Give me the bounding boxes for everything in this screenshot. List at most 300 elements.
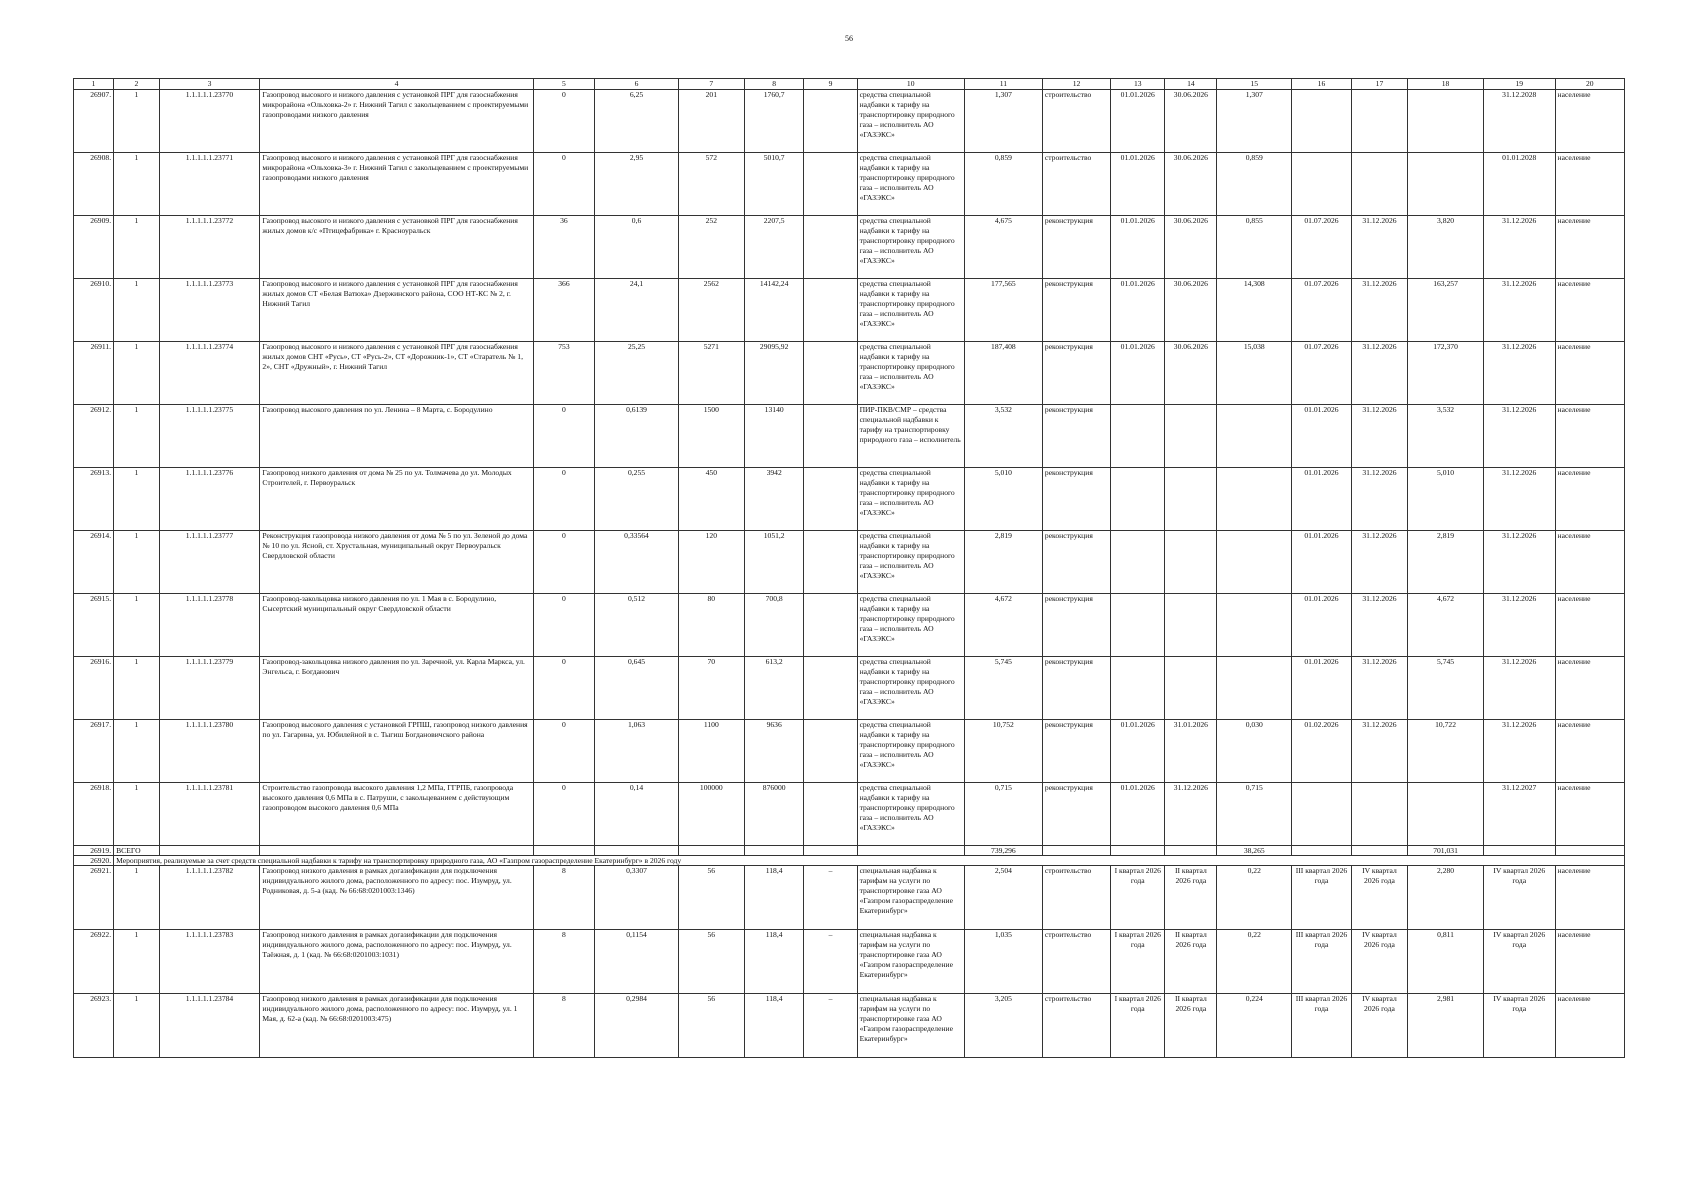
total-cell xyxy=(1292,846,1352,856)
cell-c2: 1 xyxy=(114,405,160,468)
cell-c13: I квартал 2026 года xyxy=(1111,866,1165,930)
cell-c6: 0,1154 xyxy=(595,930,678,994)
cell-n: 26922. xyxy=(74,930,114,994)
cell-name: Газопровод высокого и низкого давления с установкой ПРГ для газоснабжения жилых домов СТ «Белая Ватюха» Дзержинского района, СОО НТ-КС № 2, г. Нижний Тагил xyxy=(260,279,533,342)
cell-c2: 1 xyxy=(114,531,160,594)
cell-c15: 15,038 xyxy=(1217,342,1292,405)
cell-c14: 30.06.2026 xyxy=(1165,342,1217,405)
cell-c12: реконструкция xyxy=(1042,342,1110,405)
section-title: Мероприятия, реализуемые за счет средств специальной надбавки к тарифу на транспортировку природного газа, АО «Газпром газораспределение Екатеринбург» в 2026 году xyxy=(114,856,1625,866)
total-cell xyxy=(159,846,260,856)
cell-c19: 31.12.2028 xyxy=(1483,90,1555,153)
total-cell: 701,031 xyxy=(1408,846,1484,856)
cell-c2: 1 xyxy=(114,866,160,930)
cell-c20: население xyxy=(1555,720,1624,783)
cell-c8: 118,4 xyxy=(744,866,804,930)
cell-c18: 5,745 xyxy=(1408,657,1484,720)
cell-source: средства специальной надбавки к тарифу на транспортировку природного газа – исполнитель АО «ГАЗЭКС» xyxy=(857,342,964,405)
column-header: 7 xyxy=(678,79,744,90)
cell-c5: 0 xyxy=(533,783,595,846)
total-cell: 739,296 xyxy=(964,846,1042,856)
cell-name: Газопровод высокого давления по ул. Ленина – 8 Марта, с. Бородулино xyxy=(260,405,533,468)
investment-table xyxy=(73,78,1625,1058)
cell-c2: 1 xyxy=(114,930,160,994)
cell-name: Реконструкция газопровода низкого давления от дома № 5 по ул. Зеленой до дома № 10 по ул. Ясной, ст. Хрустальная, муниципальный округ Первоуральск Свердловской области xyxy=(260,531,533,594)
cell-c14: 30.06.2026 xyxy=(1165,153,1217,216)
cell-c17 xyxy=(1351,783,1407,846)
cell-c6: 0,255 xyxy=(595,468,678,531)
cell-c19: 31.12.2027 xyxy=(1483,783,1555,846)
cell-c15: 0,22 xyxy=(1217,930,1292,994)
cell-c11: 10,752 xyxy=(964,720,1042,783)
cell-c8: 29095,92 xyxy=(744,342,804,405)
cell-c7: 252 xyxy=(678,216,744,279)
total-row xyxy=(74,846,1625,856)
cell-name: Газопровод низкого давления от дома № 25 по ул. Толмачева до ул. Молодых Строителей, г. Первоуральск xyxy=(260,468,533,531)
cell-c15: 0,224 xyxy=(1217,994,1292,1058)
cell-c17: 31.12.2026 xyxy=(1351,468,1407,531)
cell-c18: 172,370 xyxy=(1408,342,1484,405)
cell-c12: строительство xyxy=(1042,866,1110,930)
cell-c7: 2562 xyxy=(678,279,744,342)
cell-c18 xyxy=(1408,783,1484,846)
cell-c20: население xyxy=(1555,994,1624,1058)
cell-code: 1.1.1.1.1.23772 xyxy=(159,216,260,279)
cell-n: 26911. xyxy=(74,342,114,405)
cell-c11: 5,745 xyxy=(964,657,1042,720)
cell-c18: 5,010 xyxy=(1408,468,1484,531)
cell-name: Газопровод высокого давления с установкой ГРПШ, газопровод низкого давления по ул. Гагарина, ул. Юбилейной в с. Тыгиш Богдановичского района xyxy=(260,720,533,783)
cell-c18: 3,532 xyxy=(1408,405,1484,468)
cell-name: Газопровод высокого и низкого давления с установкой ПРГ для газоснабжения жилых домов к/с «Птицефабрика» г. Красноуральск xyxy=(260,216,533,279)
cell-c5: 366 xyxy=(533,279,595,342)
cell-c15: 0,859 xyxy=(1217,153,1292,216)
column-header: 3 xyxy=(159,79,260,90)
total-cell xyxy=(1042,846,1110,856)
cell-c7: 5271 xyxy=(678,342,744,405)
cell-c5: 8 xyxy=(533,930,595,994)
table-row xyxy=(74,468,1625,531)
cell-c14: 30.06.2026 xyxy=(1165,90,1217,153)
column-number-header xyxy=(74,79,1625,90)
cell-code: 1.1.1.1.1.23771 xyxy=(159,153,260,216)
cell-c12: реконструкция xyxy=(1042,531,1110,594)
cell-c19: 31.12.2026 xyxy=(1483,720,1555,783)
cell-code: 1.1.1.1.1.23784 xyxy=(159,994,260,1058)
cell-code: 1.1.1.1.1.23774 xyxy=(159,342,260,405)
cell-c7: 120 xyxy=(678,531,744,594)
cell-source: средства специальной надбавки к тарифу на транспортировку природного газа – исполнитель АО «ГАЗЭКС» xyxy=(857,657,964,720)
cell-source: средства специальной надбавки к тарифу на транспортировку природного газа – исполнитель АО «ГАЗЭКС» xyxy=(857,216,964,279)
cell-c14 xyxy=(1165,531,1217,594)
cell-c12: реконструкция xyxy=(1042,405,1110,468)
cell-c17: IV квартал 2026 года xyxy=(1351,866,1407,930)
cell-c2: 1 xyxy=(114,468,160,531)
cell-name: Газопровод высокого и низкого давления с установкой ПРГ для газоснабжения жилых домов СНТ «Русь», СТ «Русь-2», СТ «Дорожник-1», СТ «Старатель № 1, 2», СНТ «Дружный», г. Нижний Тагил xyxy=(260,342,533,405)
cell-c16: III квартал 2026 года xyxy=(1292,866,1352,930)
cell-c2: 1 xyxy=(114,783,160,846)
cell-name: Газопровод-закольцовка низкого давления по ул. 1 Мая в с. Бородулино, Сысертский муниципальный округ Свердловской области xyxy=(260,594,533,657)
cell-c16: 01.07.2026 xyxy=(1292,279,1352,342)
cell-c14 xyxy=(1165,657,1217,720)
cell-c19: 31.12.2026 xyxy=(1483,531,1555,594)
total-cell xyxy=(260,846,533,856)
cell-c11: 2,504 xyxy=(964,866,1042,930)
cell-c17: 31.12.2026 xyxy=(1351,720,1407,783)
cell-n: 26914. xyxy=(74,531,114,594)
cell-c20: население xyxy=(1555,657,1624,720)
cell-c5: 0 xyxy=(533,657,595,720)
cell-c19: 31.12.2026 xyxy=(1483,405,1555,468)
cell-n: 26921. xyxy=(74,866,114,930)
cell-code: 1.1.1.1.1.23780 xyxy=(159,720,260,783)
cell-source: средства специальной надбавки к тарифу на транспортировку природного газа – исполнитель АО «ГАЗЭКС» xyxy=(857,720,964,783)
table-row xyxy=(74,531,1625,594)
cell-c11: 187,408 xyxy=(964,342,1042,405)
cell-name: Газопровод высокого и низкого давления с установкой ПРГ для газоснабжения микрорайона «Ольховка-2» г. Нижний Тагил с закольцеванием с проектируемыми газопроводами низкого давления xyxy=(260,90,533,153)
cell-c11: 5,010 xyxy=(964,468,1042,531)
cell-c11: 1,307 xyxy=(964,90,1042,153)
cell-name: Газопровод низкого давления в рамках догазификации для подключения индивидуального жилого дома, расположенного по адресу: пос. Изумруд, ул. Родниковая, д. 5-а (кад. № 66:68:0201003:1346) xyxy=(260,866,533,930)
cell-n: 26909. xyxy=(74,216,114,279)
cell-c19: 31.12.2026 xyxy=(1483,342,1555,405)
column-header: 14 xyxy=(1165,79,1217,90)
cell-c19: 31.12.2026 xyxy=(1483,657,1555,720)
table-row xyxy=(74,657,1625,720)
cell-c8: 118,4 xyxy=(744,930,804,994)
cell-c18: 2,981 xyxy=(1408,994,1484,1058)
cell-c18: 3,820 xyxy=(1408,216,1484,279)
cell-c17 xyxy=(1351,153,1407,216)
cell-c5: 0 xyxy=(533,90,595,153)
cell-c9 xyxy=(804,153,857,216)
cell-n: 26923. xyxy=(74,994,114,1058)
total-cell xyxy=(857,846,964,856)
cell-c7: 80 xyxy=(678,594,744,657)
cell-name: Газопровод-закольцовка низкого давления по ул. Заречной, ул. Карла Маркса, ул. Энгельса, г. Богданович xyxy=(260,657,533,720)
cell-code: 1.1.1.1.1.23783 xyxy=(159,930,260,994)
column-header: 6 xyxy=(595,79,678,90)
cell-name: Газопровод высокого и низкого давления с установкой ПРГ для газоснабжения микрорайона «Ольховка-3» г. Нижний Тагил с закольцеванием с проектируемыми газопроводами низкого давления xyxy=(260,153,533,216)
cell-c8: 876000 xyxy=(744,783,804,846)
section-row xyxy=(74,856,1625,866)
cell-c5: 0 xyxy=(533,720,595,783)
cell-c15 xyxy=(1217,468,1292,531)
cell-code: 1.1.1.1.1.23779 xyxy=(159,657,260,720)
cell-c2: 1 xyxy=(114,90,160,153)
column-header: 2 xyxy=(114,79,160,90)
cell-c2: 1 xyxy=(114,657,160,720)
cell-c8: 613,2 xyxy=(744,657,804,720)
column-header: 20 xyxy=(1555,79,1624,90)
cell-c6: 0,6 xyxy=(595,216,678,279)
cell-c2: 1 xyxy=(114,720,160,783)
cell-c9 xyxy=(804,468,857,531)
total-cell: 26919. xyxy=(74,846,114,856)
cell-c20: население xyxy=(1555,468,1624,531)
cell-c9 xyxy=(804,594,857,657)
cell-c15: 0,22 xyxy=(1217,866,1292,930)
cell-c13: 01.01.2026 xyxy=(1111,90,1165,153)
cell-c6: 2,95 xyxy=(595,153,678,216)
cell-c14: II квартал 2026 года xyxy=(1165,866,1217,930)
cell-source: ПИР-ПКВ/СМР – средства специальной надбавки к тарифу на транспортировку природного газа – исполнитель xyxy=(857,405,964,468)
table-row xyxy=(74,866,1625,930)
cell-source: средства специальной надбавки к тарифу на транспортировку природного газа – исполнитель АО «ГАЗЭКС» xyxy=(857,594,964,657)
table-row xyxy=(74,720,1625,783)
cell-c16: 01.07.2026 xyxy=(1292,216,1352,279)
cell-c6: 0,645 xyxy=(595,657,678,720)
cell-code: 1.1.1.1.1.23770 xyxy=(159,90,260,153)
cell-c20: население xyxy=(1555,342,1624,405)
cell-source: средства специальной надбавки к тарифу на транспортировку природного газа – исполнитель АО «ГАЗЭКС» xyxy=(857,783,964,846)
cell-c16: 01.01.2026 xyxy=(1292,468,1352,531)
cell-c9 xyxy=(804,279,857,342)
cell-c19: 31.12.2026 xyxy=(1483,594,1555,657)
cell-name: Газопровод низкого давления в рамках догазификации для подключения индивидуального жилого дома, расположенного по адресу: пос. Изумруд, ул. 1 Мая, д. 62-а (кад. № 66:68:0201003:475) xyxy=(260,994,533,1058)
cell-c8: 1051,2 xyxy=(744,531,804,594)
cell-c19: IV квартал 2026 года xyxy=(1483,866,1555,930)
cell-c7: 1500 xyxy=(678,405,744,468)
cell-c12: реконструкция xyxy=(1042,783,1110,846)
cell-c13 xyxy=(1111,657,1165,720)
cell-c8: 2207,5 xyxy=(744,216,804,279)
cell-c8: 9636 xyxy=(744,720,804,783)
cell-c12: реконструкция xyxy=(1042,720,1110,783)
cell-c16 xyxy=(1292,90,1352,153)
cell-c9 xyxy=(804,720,857,783)
cell-c20: население xyxy=(1555,783,1624,846)
cell-c2: 1 xyxy=(114,279,160,342)
cell-source: средства специальной надбавки к тарифу на транспортировку природного газа – исполнитель АО «ГАЗЭКС» xyxy=(857,90,964,153)
cell-c7: 56 xyxy=(678,930,744,994)
cell-source: средства специальной надбавки к тарифу на транспортировку природного газа – исполнитель АО «ГАЗЭКС» xyxy=(857,279,964,342)
cell-c13 xyxy=(1111,594,1165,657)
cell-c11: 1,035 xyxy=(964,930,1042,994)
cell-c12: строительство xyxy=(1042,90,1110,153)
cell-c18: 0,811 xyxy=(1408,930,1484,994)
cell-source: специальная надбавка к тарифам на услуги по транспортировке газа АО «Газпром газораспределение Екатеринбург» xyxy=(857,930,964,994)
cell-c13: 01.01.2026 xyxy=(1111,720,1165,783)
table-row xyxy=(74,594,1625,657)
cell-c8: 700,8 xyxy=(744,594,804,657)
cell-c12: реконструкция xyxy=(1042,468,1110,531)
table-row xyxy=(74,153,1625,216)
cell-c14 xyxy=(1165,405,1217,468)
cell-c9 xyxy=(804,405,857,468)
column-header: 17 xyxy=(1351,79,1407,90)
cell-c15: 1,307 xyxy=(1217,90,1292,153)
cell-c17: 31.12.2026 xyxy=(1351,657,1407,720)
cell-c16: 01.02.2026 xyxy=(1292,720,1352,783)
cell-c16: 01.07.2026 xyxy=(1292,342,1352,405)
cell-c5: 0 xyxy=(533,531,595,594)
cell-c9: – xyxy=(804,994,857,1058)
cell-c13 xyxy=(1111,405,1165,468)
cell-c16: III квартал 2026 года xyxy=(1292,930,1352,994)
cell-c15 xyxy=(1217,594,1292,657)
cell-code: 1.1.1.1.1.23773 xyxy=(159,279,260,342)
total-cell xyxy=(595,846,678,856)
cell-c19: 31.12.2026 xyxy=(1483,279,1555,342)
cell-c19: IV квартал 2026 года xyxy=(1483,994,1555,1058)
cell-c18: 163,257 xyxy=(1408,279,1484,342)
cell-c19: 31.12.2026 xyxy=(1483,216,1555,279)
cell-n: 26917. xyxy=(74,720,114,783)
cell-c9: – xyxy=(804,930,857,994)
cell-c12: строительство xyxy=(1042,930,1110,994)
cell-c16 xyxy=(1292,783,1352,846)
cell-c6: 6,25 xyxy=(595,90,678,153)
cell-c8: 118,4 xyxy=(744,994,804,1058)
cell-c9 xyxy=(804,216,857,279)
cell-c6: 0,2984 xyxy=(595,994,678,1058)
table-row xyxy=(74,342,1625,405)
cell-c17: 31.12.2026 xyxy=(1351,594,1407,657)
cell-c6: 25,25 xyxy=(595,342,678,405)
cell-c12: реконструкция xyxy=(1042,657,1110,720)
cell-c5: 753 xyxy=(533,342,595,405)
column-header: 9 xyxy=(804,79,857,90)
cell-source: средства специальной надбавки к тарифу на транспортировку природного газа – исполнитель АО «ГАЗЭКС» xyxy=(857,153,964,216)
cell-c19: IV квартал 2026 года xyxy=(1483,930,1555,994)
table-row xyxy=(74,90,1625,153)
cell-n: 26916. xyxy=(74,657,114,720)
cell-c5: 0 xyxy=(533,594,595,657)
cell-code: 1.1.1.1.1.23778 xyxy=(159,594,260,657)
cell-c2: 1 xyxy=(114,342,160,405)
cell-c7: 100000 xyxy=(678,783,744,846)
cell-c13: 01.01.2026 xyxy=(1111,279,1165,342)
cell-c9 xyxy=(804,90,857,153)
cell-c12: реконструкция xyxy=(1042,216,1110,279)
cell-c8: 13140 xyxy=(744,405,804,468)
cell-c17: 31.12.2026 xyxy=(1351,216,1407,279)
cell-c16: III квартал 2026 года xyxy=(1292,994,1352,1058)
cell-source: специальная надбавка к тарифам на услуги по транспортировке газа АО «Газпром газораспределение Екатеринбург» xyxy=(857,994,964,1058)
cell-c18: 2,280 xyxy=(1408,866,1484,930)
column-header: 13 xyxy=(1111,79,1165,90)
page-number: 56 xyxy=(845,34,853,43)
cell-c5: 8 xyxy=(533,994,595,1058)
cell-c9 xyxy=(804,531,857,594)
cell-c5: 0 xyxy=(533,405,595,468)
cell-c9 xyxy=(804,657,857,720)
cell-c19: 31.12.2026 xyxy=(1483,468,1555,531)
cell-c5: 0 xyxy=(533,153,595,216)
cell-c11: 0,859 xyxy=(964,153,1042,216)
cell-c12: строительство xyxy=(1042,153,1110,216)
cell-c14: II квартал 2026 года xyxy=(1165,930,1217,994)
cell-c7: 1100 xyxy=(678,720,744,783)
total-cell xyxy=(744,846,804,856)
total-cell xyxy=(804,846,857,856)
cell-c17: 31.12.2026 xyxy=(1351,342,1407,405)
cell-c12: строительство xyxy=(1042,994,1110,1058)
cell-c9 xyxy=(804,783,857,846)
table-row xyxy=(74,994,1625,1058)
cell-c17: IV квартал 2026 года xyxy=(1351,930,1407,994)
cell-c8: 3942 xyxy=(744,468,804,531)
cell-c19: 01.01.2028 xyxy=(1483,153,1555,216)
cell-c15: 0,030 xyxy=(1217,720,1292,783)
cell-c6: 0,6139 xyxy=(595,405,678,468)
cell-c16 xyxy=(1292,153,1352,216)
cell-n: 26908. xyxy=(74,153,114,216)
total-cell xyxy=(1483,846,1555,856)
column-header: 16 xyxy=(1292,79,1352,90)
cell-c18 xyxy=(1408,153,1484,216)
column-header: 12 xyxy=(1042,79,1110,90)
total-cell: 38,265 xyxy=(1217,846,1292,856)
cell-c15 xyxy=(1217,531,1292,594)
cell-c13: 01.01.2026 xyxy=(1111,216,1165,279)
cell-c20: население xyxy=(1555,279,1624,342)
cell-code: 1.1.1.1.1.23775 xyxy=(159,405,260,468)
cell-c11: 4,672 xyxy=(964,594,1042,657)
column-header: 1 xyxy=(74,79,114,90)
cell-n: 26913. xyxy=(74,468,114,531)
total-cell xyxy=(1555,846,1624,856)
cell-c18: 10,722 xyxy=(1408,720,1484,783)
cell-c13 xyxy=(1111,468,1165,531)
column-header: 19 xyxy=(1483,79,1555,90)
column-header: 5 xyxy=(533,79,595,90)
total-cell xyxy=(678,846,744,856)
cell-c11: 177,565 xyxy=(964,279,1042,342)
cell-c6: 0,33564 xyxy=(595,531,678,594)
cell-n: 26918. xyxy=(74,783,114,846)
table-row xyxy=(74,405,1625,468)
cell-c16: 01.01.2026 xyxy=(1292,531,1352,594)
total-cell xyxy=(1111,846,1165,856)
cell-code: 1.1.1.1.1.23782 xyxy=(159,866,260,930)
cell-c14: 31.12.2026 xyxy=(1165,783,1217,846)
cell-name: Газопровод низкого давления в рамках догазификации для подключения индивидуального жилого дома, расположенного по адресу: пос. Изумруд, ул. Таёжная, д. 1 (кад. № 66:68:0201003:1031) xyxy=(260,930,533,994)
cell-c6: 1,063 xyxy=(595,720,678,783)
cell-c14: II квартал 2026 года xyxy=(1165,994,1217,1058)
cell-c8: 14142,24 xyxy=(744,279,804,342)
cell-c9 xyxy=(804,342,857,405)
cell-c13 xyxy=(1111,531,1165,594)
cell-c7: 572 xyxy=(678,153,744,216)
cell-c20: население xyxy=(1555,90,1624,153)
cell-c14: 31.01.2026 xyxy=(1165,720,1217,783)
cell-c16: 01.01.2026 xyxy=(1292,594,1352,657)
cell-c6: 0,3307 xyxy=(595,866,678,930)
cell-c2: 1 xyxy=(114,994,160,1058)
table-row xyxy=(74,279,1625,342)
cell-c13: 01.01.2026 xyxy=(1111,783,1165,846)
cell-c6: 0,512 xyxy=(595,594,678,657)
cell-source: средства специальной надбавки к тарифу на транспортировку природного газа – исполнитель АО «ГАЗЭКС» xyxy=(857,531,964,594)
cell-c5: 0 xyxy=(533,468,595,531)
cell-c5: 8 xyxy=(533,866,595,930)
cell-c15 xyxy=(1217,657,1292,720)
cell-c17 xyxy=(1351,90,1407,153)
cell-c7: 56 xyxy=(678,866,744,930)
cell-n: 26915. xyxy=(74,594,114,657)
cell-c11: 2,819 xyxy=(964,531,1042,594)
cell-c15 xyxy=(1217,405,1292,468)
cell-c12: реконструкция xyxy=(1042,279,1110,342)
total-cell xyxy=(1165,846,1217,856)
cell-c20: население xyxy=(1555,930,1624,994)
cell-code: 1.1.1.1.1.23781 xyxy=(159,783,260,846)
cell-c20: население xyxy=(1555,216,1624,279)
cell-c20: население xyxy=(1555,153,1624,216)
cell-c20: население xyxy=(1555,866,1624,930)
